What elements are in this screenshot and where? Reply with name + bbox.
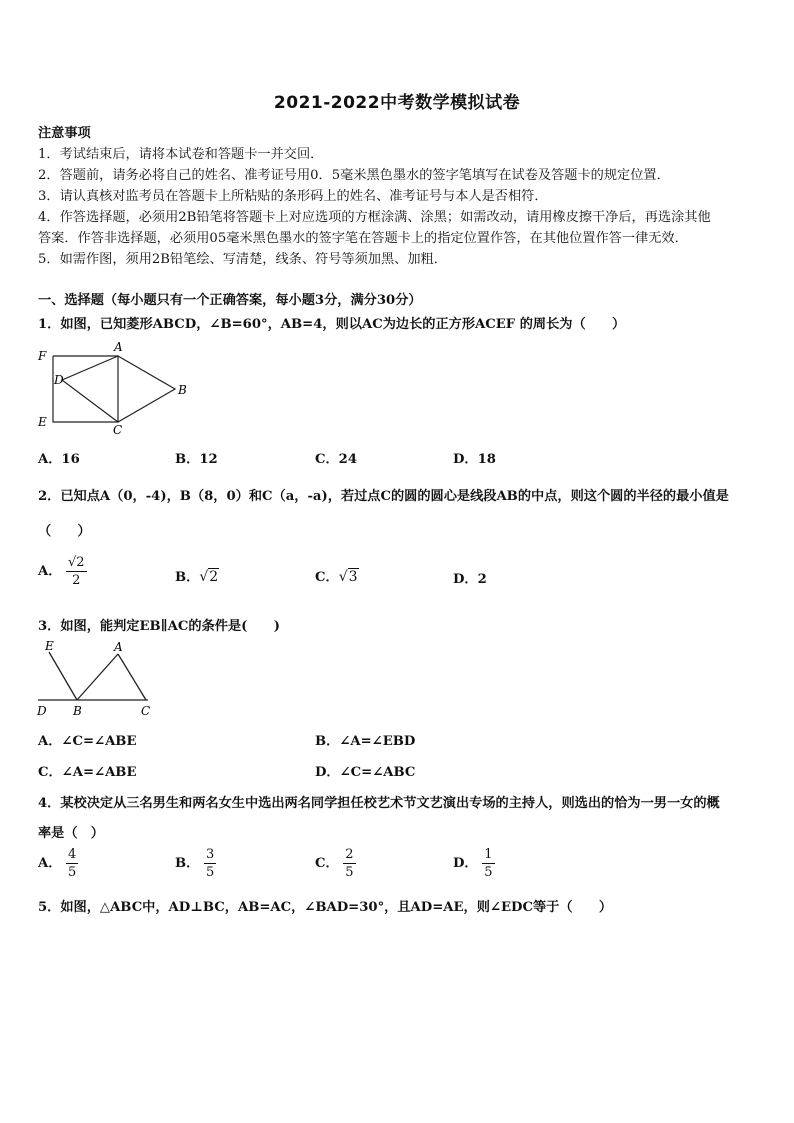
label-c: C — [113, 423, 123, 437]
notice-heading: 注意事项 — [38, 126, 91, 141]
section-heading: 一、选择题（每小题只有一个正确答案，每小题3分，满分30分） — [38, 293, 422, 308]
notice-item-continued: 答案．作答非选择题，必须用05毫米黑色墨水的签字笔在答题卡上的指定位置作答，在其他位置作答一律无效． — [38, 231, 688, 246]
label-d: D — [54, 373, 64, 387]
q1-option-a[interactable]: A．16 — [38, 452, 80, 467]
q2-option-b[interactable]: B．√2 — [175, 569, 219, 585]
q2-option-d[interactable]: D．2 — [453, 572, 487, 587]
q3-option-d[interactable]: D．∠C=∠ABC — [315, 765, 416, 780]
question-5-text: 5．如图，△ABC中，AD⊥BC，AB=AC，∠BAD=30°，且AD=AE，则∠EDC等于（ ） — [38, 900, 613, 915]
question-3-text: 3．如图，能判定EB∥AC的条件是( ) — [38, 619, 280, 634]
notice-item: 5．如需作图，须用2B铅笔绘、写清楚，线条、符号等须加黑、加粗． — [38, 252, 447, 267]
rhombus-square-figure — [34, 338, 194, 438]
notice-item: 4．作答选择题，必须用2B铅笔将答题卡上对应选项的方框涂满、涂黑；如需改动，请用橡皮擦干净后，再选涂其他 — [38, 210, 711, 225]
q3-option-b[interactable]: B．∠A=∠EBD — [315, 734, 416, 749]
label-e: E — [45, 639, 54, 653]
label-c: C — [141, 704, 151, 718]
q1-option-d[interactable]: D．18 — [453, 452, 496, 467]
label-f: F — [38, 349, 47, 363]
question-4-text: 4．某校决定从三名男生和两名女生中选出两名同学担任校艺术节文艺演出专场的主持人，则选出的恰为一男一女的概 — [38, 796, 720, 811]
notice-item: 3．请认真核对监考员在答题卡上所粘贴的条形码上的姓名、准考证号与本人是否相符． — [38, 189, 548, 204]
q3-option-c[interactable]: C．∠A=∠ABE — [38, 765, 137, 780]
q1-option-b[interactable]: B．12 — [175, 452, 218, 467]
label-a: A — [114, 340, 123, 354]
q4-option-d[interactable]: D． $\frac{1}{5}$ — [453, 847, 493, 880]
parallel-lines-figure — [34, 638, 164, 720]
page-title: 2021-2022中考数学模拟试卷 — [273, 93, 521, 113]
q4-option-b[interactable]: B． $\frac{3}{5}$ — [175, 847, 215, 880]
notice-item: 1．考试结束后，请将本试卷和答题卡一并交回． — [38, 147, 324, 162]
q4-option-c[interactable]: C． $\frac{2}{5}$ — [315, 847, 354, 880]
label-a: A — [114, 640, 123, 654]
q2-option-a[interactable]: A． $\frac{√2}{2}$ — [38, 555, 85, 588]
q4-option-a[interactable]: A． $\frac{4}{5}$ — [38, 847, 77, 880]
q3-option-a[interactable]: A．∠C=∠ABE — [38, 734, 137, 749]
question-4-text-cont: 率是（ ） — [38, 826, 104, 841]
label-b: B — [178, 383, 187, 397]
label-b: B — [73, 704, 82, 718]
question-2-text: 2．已知点A（0，-4)，B（8，0）和C（a，-a)，若过点C的圆的圆心是线段AB的中点，则这个圆的半径的最小值是 — [38, 489, 729, 504]
q2-option-c[interactable]: C．√3 — [315, 569, 358, 585]
question-1-text: 1．如图，已知菱形ABCD，∠B=60°，AB=4，则以AC为边长的正方形ACEF 的周长为（ ） — [38, 317, 626, 332]
notice-item: 2．答题前，请务必将自己的姓名、准考证号用0．5毫米黑色墨水的签字笔填写在试卷及答题卡的规定位置． — [38, 168, 670, 183]
q1-option-c[interactable]: C．24 — [315, 452, 358, 467]
label-e: E — [38, 415, 47, 429]
label-d: D — [37, 704, 47, 718]
question-2-text-cont: （ ） — [38, 524, 91, 539]
